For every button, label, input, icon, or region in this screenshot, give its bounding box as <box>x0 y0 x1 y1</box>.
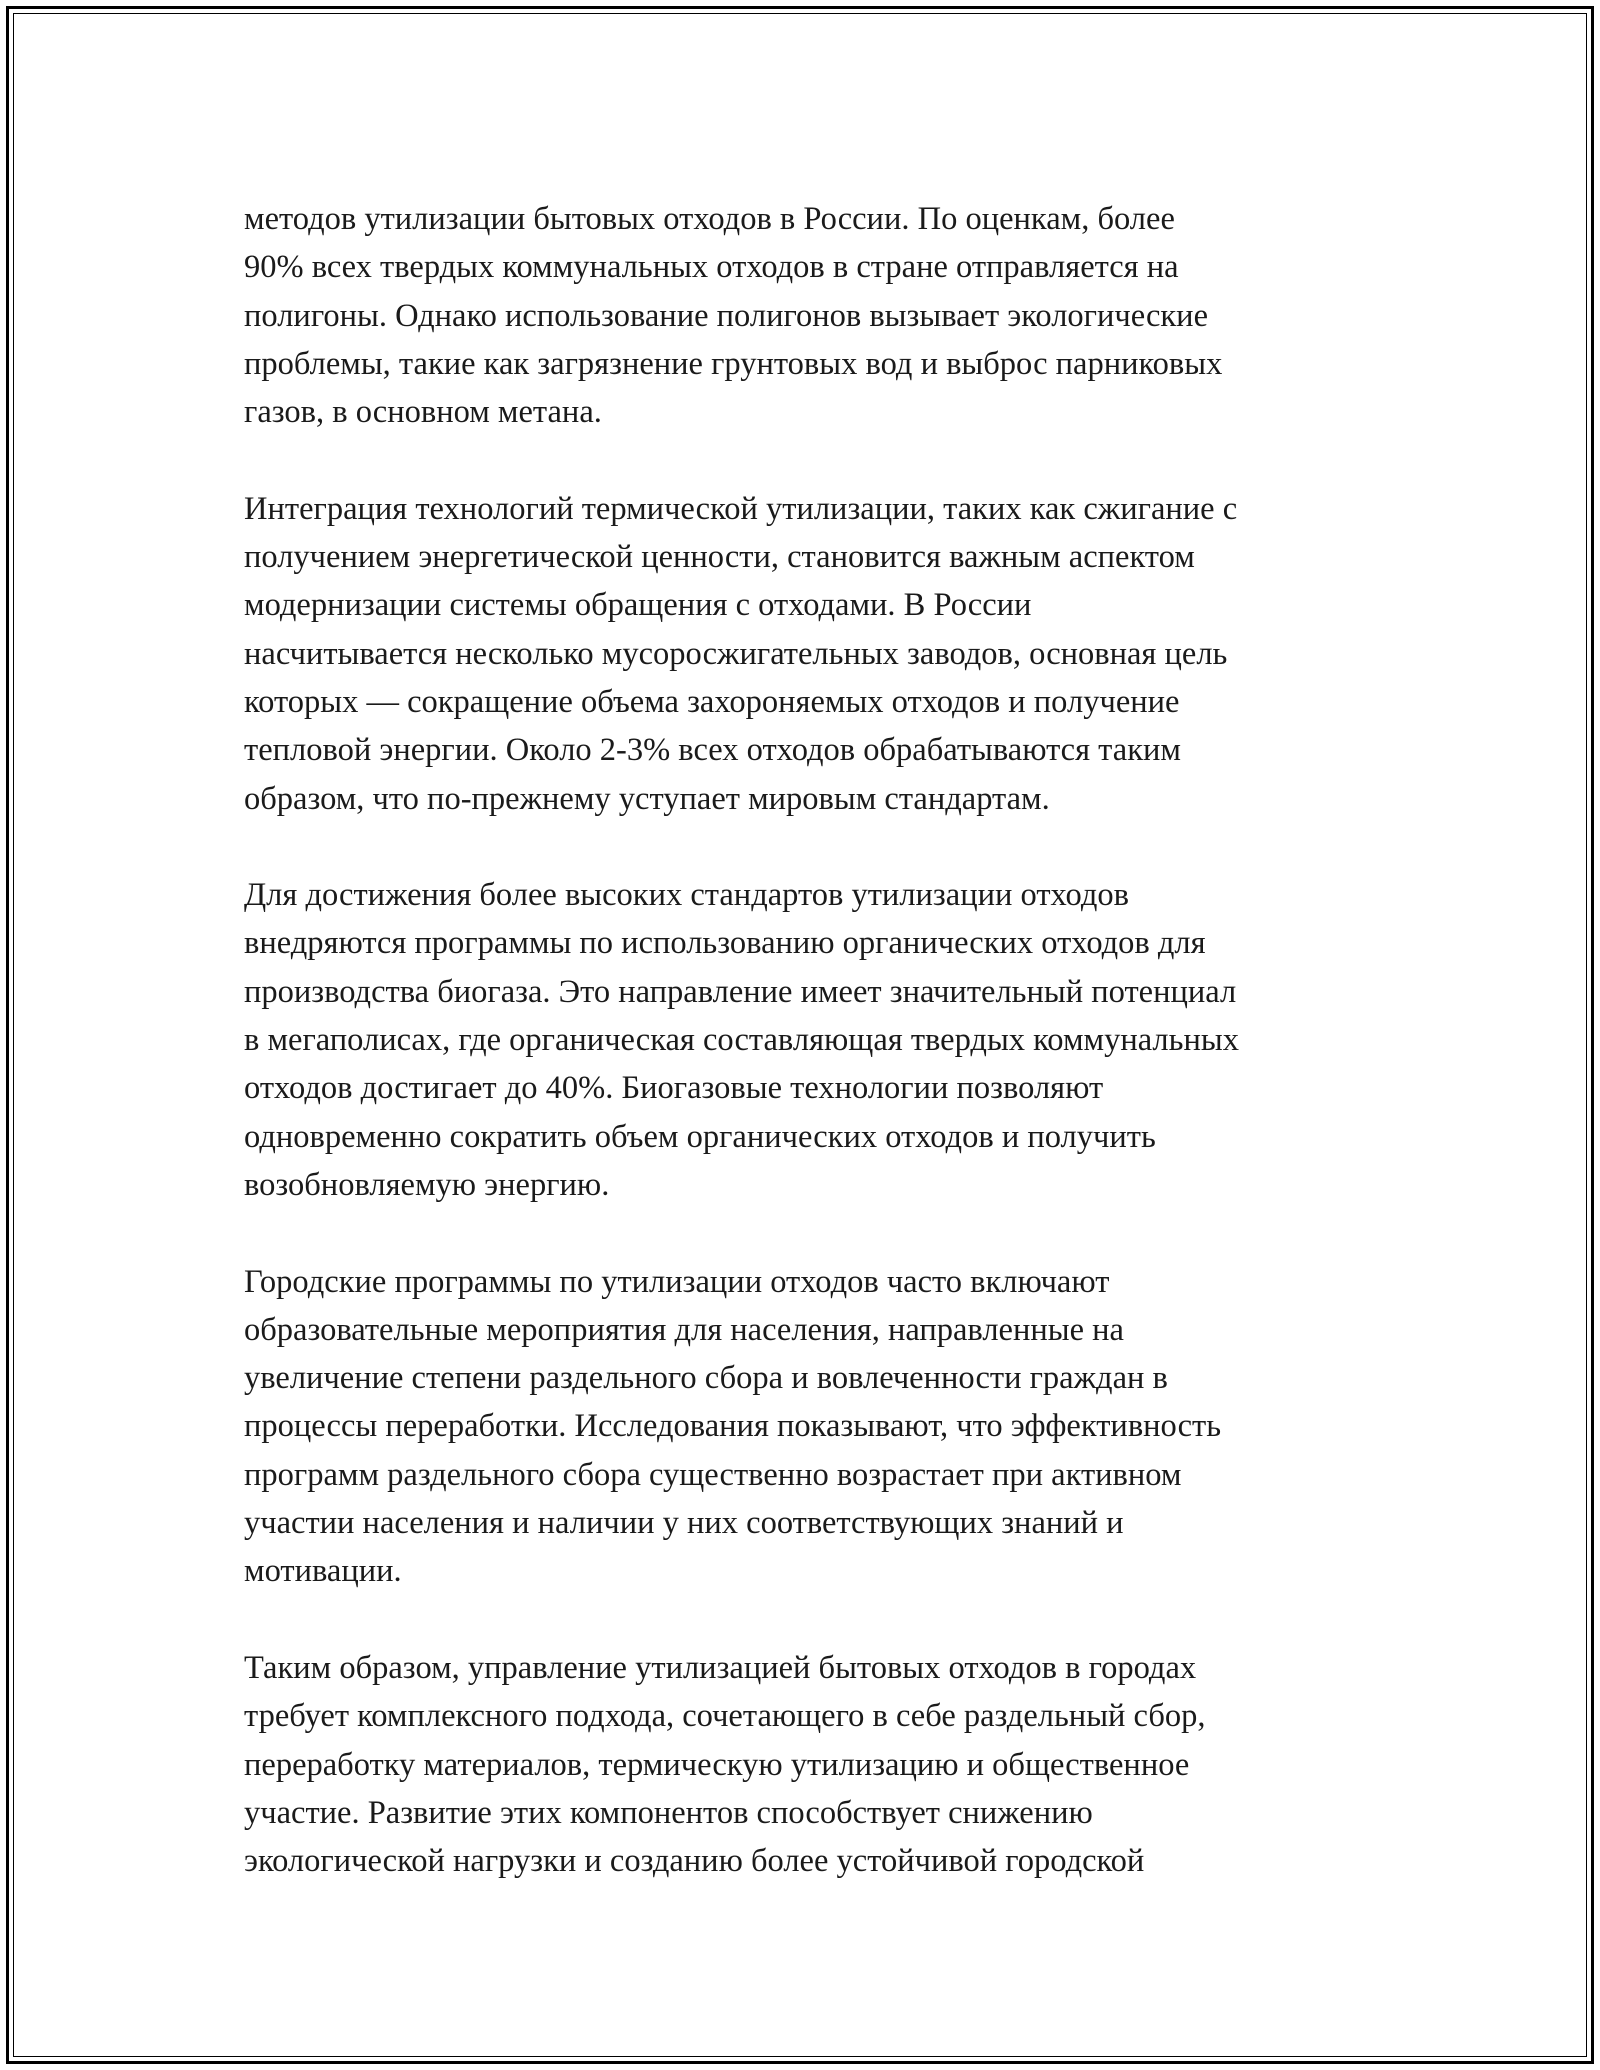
text-line: Таким образом, управление утилизацией бытовых отходов в городах <box>244 1649 1197 1686</box>
text-line: мотивации. <box>244 1553 402 1590</box>
text-line: методов утилизации бытовых отходов в России. По оценкам, более <box>244 201 1175 237</box>
text-line: Для достижения более высоких стандартов утилизации отходов <box>244 877 1129 914</box>
text-line: внедряются программы по использованию органических отходов для <box>244 925 1206 962</box>
text-line: одновременно сократить объем органических отходов и получить <box>244 1118 1156 1155</box>
text-line: насчитывается несколько мусоросжигательных заводов, основная цель <box>244 635 1228 672</box>
text-line: возобновляемую энергию. <box>244 1166 610 1203</box>
paragraph-2 <box>244 485 1399 823</box>
paragraph-1 <box>244 195 1399 436</box>
text-line: 90% всех твердых коммунальных отходов в стране отправляется на <box>244 249 1179 286</box>
text-line: требует комплексного подхода, сочетающего в себе раздельный сбор, <box>244 1698 1206 1735</box>
page-frame <box>6 6 1594 2064</box>
text-line: увеличение степени раздельного сбора и вовлеченности граждан в <box>244 1360 1168 1397</box>
text-line: модернизации системы обращения с отходами. В России <box>244 587 1032 624</box>
document-body <box>244 195 1399 1934</box>
text-line: газов, в основном метана. <box>244 394 602 431</box>
text-line: процессы переработки. Исследования показывают, что эффективность <box>244 1408 1222 1445</box>
text-line: отходов достигает до 40%. Биогазовые технологии позволяют <box>244 1070 1104 1107</box>
text-line: образовательные мероприятия для населения, направленные на <box>244 1311 1124 1348</box>
paragraph-3 <box>244 871 1399 1209</box>
text-line: в мегаполисах, где органическая составляющая твердых коммунальных <box>244 1022 1239 1059</box>
text-line: программ раздельного сбора существенно возрастает при активном <box>244 1456 1182 1493</box>
paragraph-4 <box>244 1258 1399 1596</box>
text-line: получением энергетической ценности, становится важным аспектом <box>244 539 1195 576</box>
text-line: переработку материалов, термическую утилизацию и общественное <box>244 1746 1190 1783</box>
text-line: тепловой энергии. Около 2-3% всех отходов обрабатываются таким <box>244 732 1181 769</box>
text-line: образом, что по-прежнему уступает мировым стандартам. <box>244 780 1050 817</box>
text-line: экологической нагрузки и созданию более устойчивой городской <box>244 1843 1145 1880</box>
text-line: полигоны. Однако использование полигонов вызывает экологические <box>244 297 1209 334</box>
text-line: которых — сокращение объема захороняемых отходов и получение <box>244 683 1180 720</box>
text-line: производства биогаза. Это направление имеет значительный потенциал <box>244 973 1237 1010</box>
paragraph-5 <box>244 1644 1399 1885</box>
text-line: Городские программы по утилизации отходов часто включают <box>244 1263 1110 1300</box>
text-line: проблемы, такие как загрязнение грунтовых вод и выброс парниковых <box>244 345 1223 382</box>
text-line: Интеграция технологий термической утилизации, таких как сжигание с <box>244 490 1238 527</box>
text-line: участие. Развитие этих компонентов способствует снижению <box>244 1794 1093 1831</box>
text-line: участии населения и наличии у них соответствующих знаний и <box>244 1505 1124 1542</box>
